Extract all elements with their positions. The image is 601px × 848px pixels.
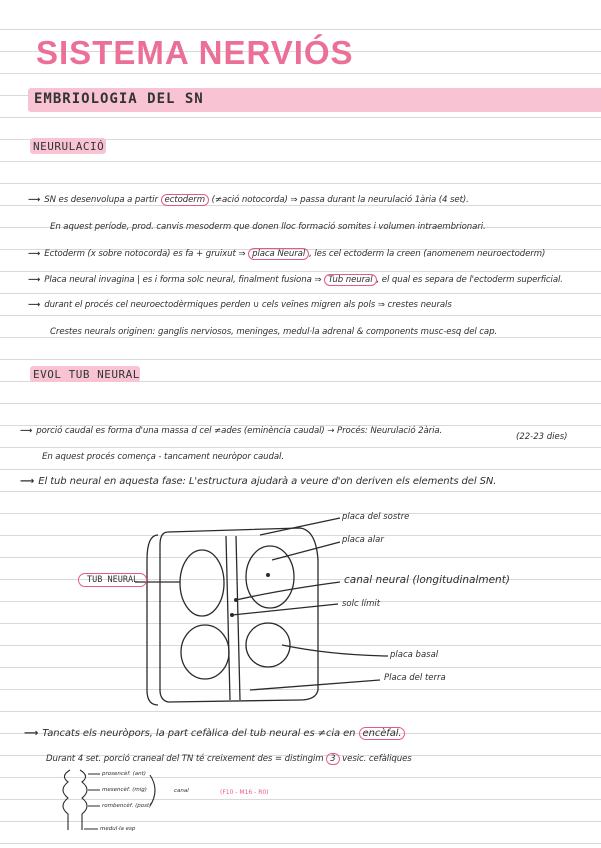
bullet-arrow-icon: ⟶ [28, 249, 41, 259]
label-canal-neural: canal neural (longitudinalment) [344, 574, 510, 586]
text-line: Durant 4 set. porció craneal del TN té creixement des = distingim 3 vesic. cefàliques [46, 754, 412, 764]
page-title: SISTEMA NERVIÓS [36, 34, 354, 71]
text-line: ⟶ durant el procés cel neuroectodèrmiques perden ∪ cels veïnes migren als pols ⇒ crestes neurals [28, 300, 452, 310]
text-line: Crestes neurals originen: ganglis nerviosos, meninges, medul·la adrenal & components musc-esq del cap. [50, 327, 498, 337]
text-line: En aquest període, prod. canvis mesoderm que donen lloc formació somites i volumen intraembrionari. [50, 222, 486, 232]
text-line: ⟶ Placa neural invagina | es i forma solc neural, finalment fusiona ⇒ Tub neural , el qual es separa de l'ectoderm superficial. [28, 275, 563, 285]
subsection-heading-evol: EVOL TUB NEURAL [33, 368, 140, 381]
bullet-arrow-icon: ⟶ [20, 476, 35, 487]
bullet-arrow-icon: ⟶ [24, 728, 39, 739]
circled-term: Tub neural [324, 274, 376, 286]
bullet-arrow-icon: ⟶ [28, 300, 41, 310]
label-placa-alar: placa alar [342, 535, 384, 545]
text-line: ⟶ El tub neural en aquesta fase: L'estructura ajudarà a veure d'on deriven els elements del SN. [20, 476, 497, 487]
bullet-arrow-icon: ⟶ [20, 426, 33, 436]
bullet-arrow-icon: ⟶ [28, 275, 41, 285]
canal-label: canal [174, 788, 189, 794]
vesicle-label: rombencèf. (post) [102, 803, 152, 809]
vesicle-label: prosencèf. (ant) [102, 771, 146, 777]
label-placa-sostre: placa del sostre [342, 512, 410, 522]
subsection-heading-neurulacio: NEURULACIÓ [33, 140, 105, 153]
text-line: ⟶ porció caudal es forma d'una massa d cel ≠ades (eminència caudal) → Procés: Neurulació 2ària. [20, 426, 443, 436]
circled-term: placa Neural [248, 248, 309, 260]
tub-neural-label: TUB NEURAL [78, 573, 147, 587]
text-line: ⟶ Tancats els neuròpors, la part cefàlica del tub neural es ≠cia en encèfal. [24, 728, 405, 739]
label-placa-basal: placa basal [390, 650, 439, 660]
section-heading-embriologia: EMBRIOLOGIA DEL SN [34, 91, 204, 107]
label-solc-limit: solc límit [342, 599, 381, 609]
side-note: (22-23 dies) [516, 432, 568, 442]
text-line: En aquest procés comença - tancament neuròpor caudal. [42, 452, 284, 462]
circled-term: ectoderm [161, 194, 210, 206]
pink-note: (F10 - M16 - R0) [220, 789, 269, 796]
label-placa-terra: Placa del terra [384, 673, 446, 683]
text-line: ⟶ Ectoderm (x sobre notocorda) es fa + gruixut ⇒ placa Neural , les cel ectoderm la creen (anomenem neuroectoderm) [28, 249, 546, 259]
vesicle-label: mesencèf. (mig) [102, 787, 147, 793]
text-line: ⟶ SN es desenvolupa a partir ectoderm (≠ació notocorda) ⇒ passa durant la neurulació 1ària (4 set). [28, 195, 469, 205]
circled-number: 3 [326, 753, 339, 765]
medulla-label: medul·la esp [100, 826, 136, 832]
bullet-arrow-icon: ⟶ [28, 195, 41, 205]
circled-term: encèfal. [359, 727, 406, 740]
